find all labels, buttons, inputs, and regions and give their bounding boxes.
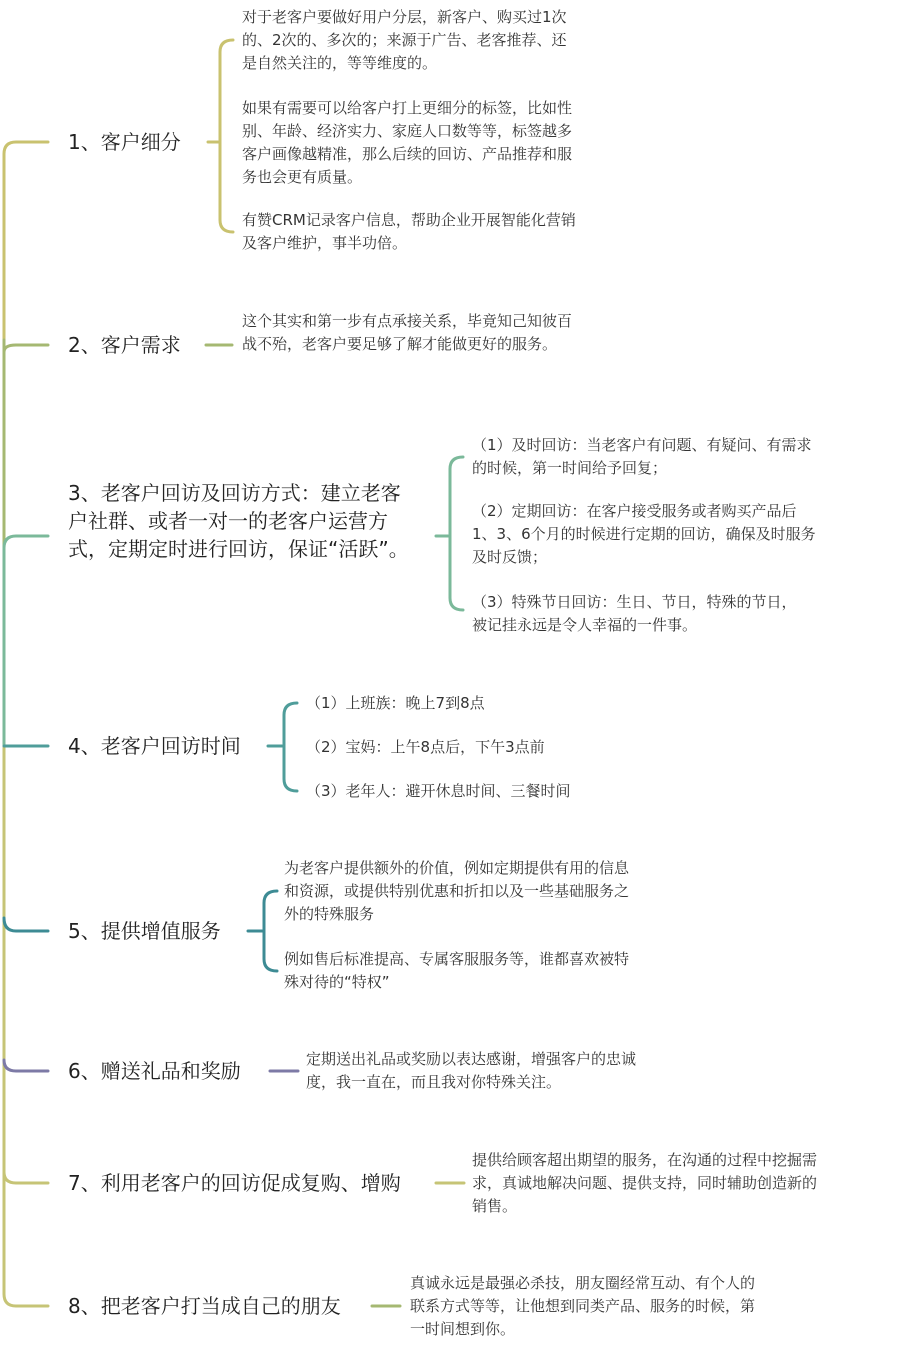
branch-5-bracket: [248, 891, 277, 971]
node-3-item-2: （2）定期回访：在客户接受服务或者购买产品后1、3、6个月的时候进行定期的回访，确保及时服务及时反馈；: [472, 502, 816, 566]
node-2-item-1: 这个其实和第一步有点承接关系，毕竟知己知彼百战不殆，老客户要足够了解才能做更好的服务。: [242, 312, 573, 353]
spine-top: [4, 142, 48, 340]
node-8-title: 8、把老客户打当成自己的朋友: [68, 1294, 341, 1318]
node-1-title: 1、客户细分: [68, 130, 181, 154]
node-3-item-3: （3）特殊节日回访：生日、节日，特殊的节日，被记挂永远是令人幸福的一件事。: [472, 593, 797, 634]
branch-3-bracket: [436, 457, 463, 610]
node-4-item-3: （3）老年人：避开休息时间、三餐时间: [306, 782, 571, 800]
node-3-title: 3、老客户回访及回访方式：建立老客户社群、或者一对一的老客户运营方式，定期定时进行回访，保证“活跃”。: [68, 481, 409, 561]
node-2-title: 2、客户需求: [68, 333, 181, 357]
node-5-item-1: 为老客户提供额外的价值，例如定期提供有用的信息和资源，或提供特别优惠和折扣以及一些基础服务之外的特殊服务: [284, 859, 630, 923]
node-7-title: 7、利用老客户的回访促成复购、增购: [68, 1171, 401, 1195]
spine-branch-5: [4, 918, 48, 931]
node-5-item-2: 例如售后标准提高、专属客服服务等，谁都喜欢被特殊对待的“特权”: [284, 950, 630, 991]
node-1-item-1: 对于老客户要做好用户分层，新客户、购买过1次的、2次的、多次的；来源于广告、老客推荐、还是自然关注的，等等维度的。: [242, 8, 567, 72]
node-8-item-1: 真诚永远是最强必杀技，朋友圈经常互动、有个人的联系方式等等，让他想到同类产品、服务的时候，第一时间想到你。: [410, 1274, 756, 1338]
spine-branch-2: [4, 345, 48, 352]
spine-branch-7: [4, 1172, 48, 1183]
spine-branch-6: [4, 1060, 48, 1071]
node-6-title: 6、赠送礼品和奖励: [68, 1059, 241, 1083]
node-3-item-1: （1）及时回访：当老客户有问题、有疑问、有需求的时候，第一时间给予回复；: [472, 436, 812, 477]
branch-1-bracket: [208, 40, 233, 232]
node-5-title: 5、提供增值服务: [68, 919, 221, 943]
node-4-title: 4、老客户回访时间: [68, 734, 241, 758]
node-4-item-1: （1）上班族：晚上7到8点: [306, 694, 485, 712]
node-6-item-1: 定期送出礼品或奖励以表达感谢，增强客户的忠诚度，我一直在，而且我对你特殊关注。: [306, 1050, 637, 1091]
spine-branch-3: [4, 536, 48, 548]
node-7-item-1: 提供给顾客超出期望的服务，在沟通的过程中挖掘需求，真诚地解决问题、提供支持，同时辅助创造新的销售。: [472, 1151, 818, 1215]
node-1-item-2: 如果有需要可以给客户打上更细分的标签，比如性别、年龄、经济实力、家庭人口数等等，标签越多客户画像越精准，那么后续的回访、产品推荐和服务也会更有质量。: [242, 99, 573, 186]
spine-lower: [4, 746, 48, 1306]
node-4-item-2: （2）宝妈：上午8点后，下午3点前: [306, 738, 545, 756]
branch-4-bracket: [268, 703, 297, 791]
node-1-item-3: 有赞CRM记录客户信息，帮助企业开展智能化营销及客户维护，事半功倍。: [242, 211, 576, 252]
